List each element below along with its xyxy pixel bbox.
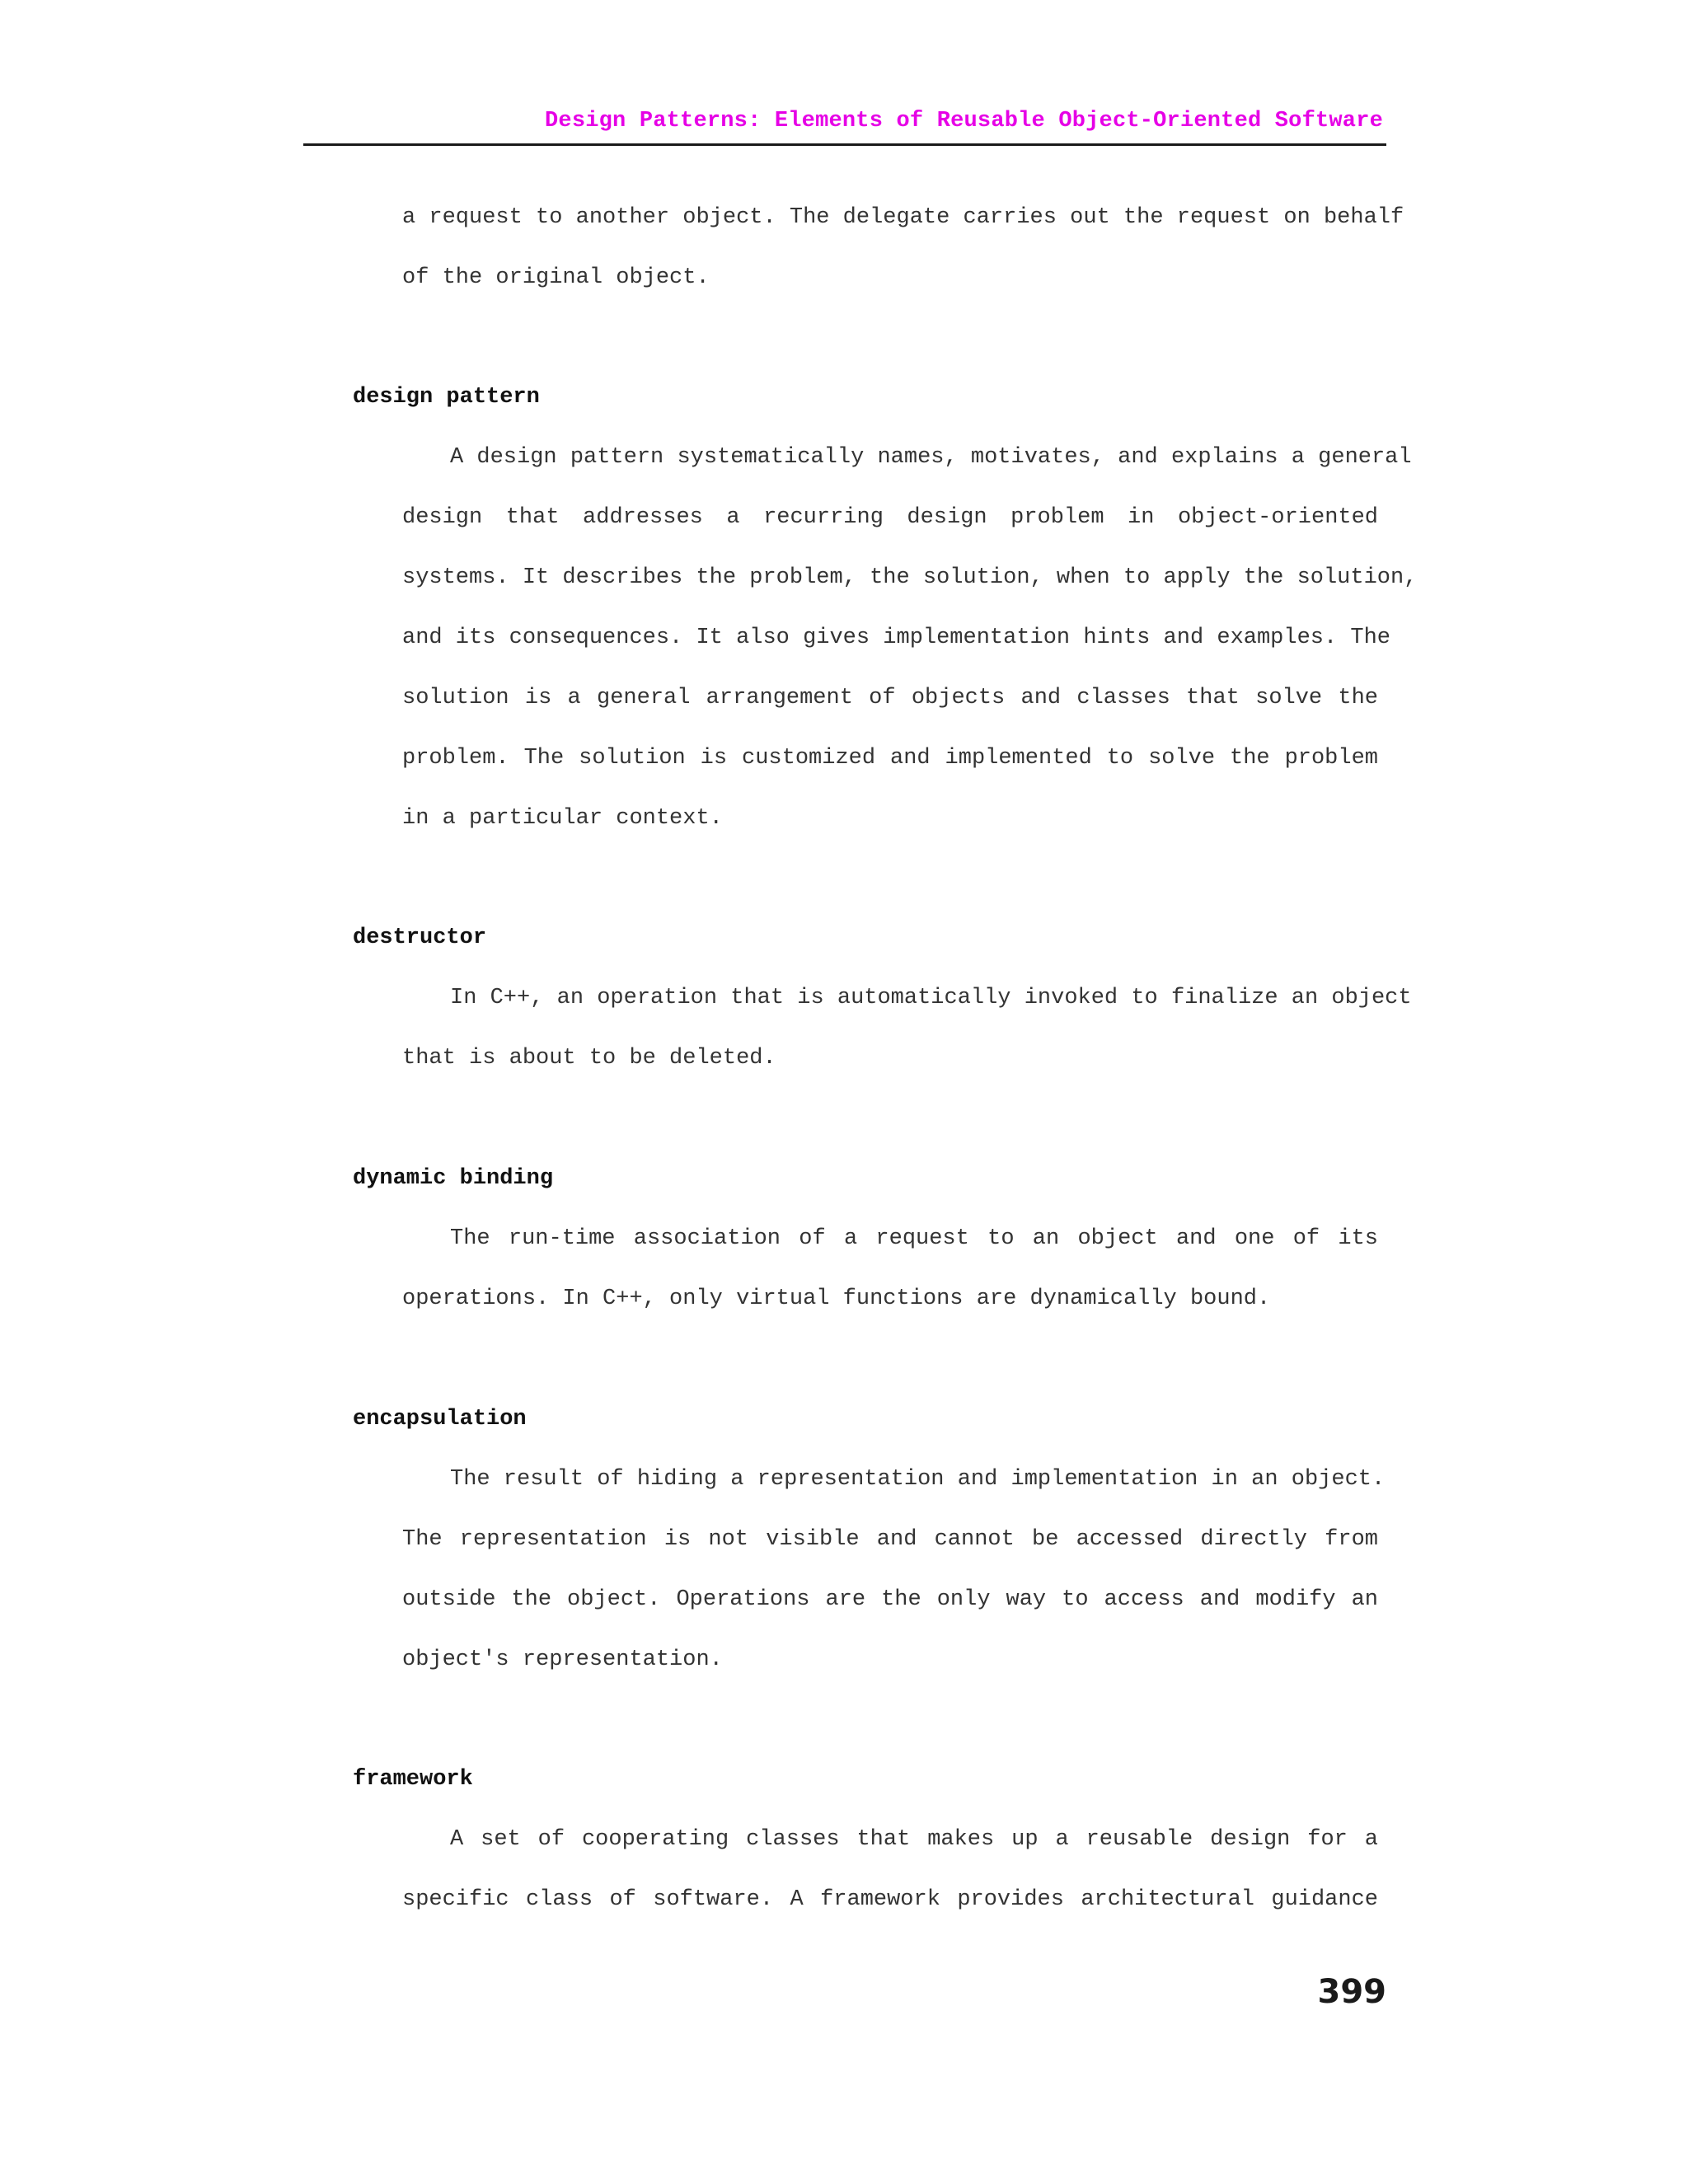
page-number: 399 (1317, 1973, 1386, 2011)
glossary-term-destructor: destructor (353, 926, 487, 950)
definition-line: operations. In C++, only virtual functions are dynamically bound. (402, 1286, 1271, 1311)
definition-line: The result of hiding a representation and implementation in an object. (450, 1467, 1386, 1492)
glossary-term-encapsulation: encapsulation (353, 1407, 527, 1432)
continuation-line-2: of the original object. (402, 265, 710, 290)
running-header (303, 107, 1386, 146)
definition-line: In C++, an operation that is automatically invoked to finalize an object (450, 986, 1412, 1010)
definition-line: design that addresses a recurring design problem in object-oriented (402, 505, 1378, 530)
definition-line: that is about to be deleted. (402, 1046, 776, 1071)
definition-line: A design pattern systematically names, motivates, and explains a general (450, 445, 1412, 470)
definition-line: object's representation. (402, 1647, 723, 1672)
definition-line: problem. The solution is customized and implemented to solve the problem (402, 746, 1378, 771)
glossary-term-framework: framework (353, 1767, 473, 1792)
definition-line: outside the object. Operations are the only way to access and modify an (402, 1587, 1378, 1612)
glossary-term-dynamic-binding: dynamic binding (353, 1166, 554, 1191)
book-title: Design Patterns: Elements of Reusable Object-Oriented Software (545, 109, 1383, 134)
continuation-line-1: a request to another object. The delegate carries out the request on behalf (402, 205, 1404, 230)
definition-line: solution is a general arrangement of objects and classes that solve the (402, 686, 1378, 710)
definition-line: A set of cooperating classes that makes up a reusable design for a (450, 1827, 1378, 1852)
definition-line: and its consequences. It also gives implementation hints and examples. The (402, 626, 1390, 650)
definition-line: The representation is not visible and cannot be accessed directly from (402, 1527, 1378, 1552)
definition-line: in a particular context. (402, 806, 723, 831)
glossary-term-design-pattern: design pattern (353, 385, 540, 410)
definition-line: specific class of software. A framework provides architectural guidance (402, 1887, 1378, 1912)
definition-line: The run-time association of a request to an object and one of its (450, 1226, 1378, 1251)
definition-line: systems. It describes the problem, the solution, when to apply the solution, (402, 565, 1418, 590)
